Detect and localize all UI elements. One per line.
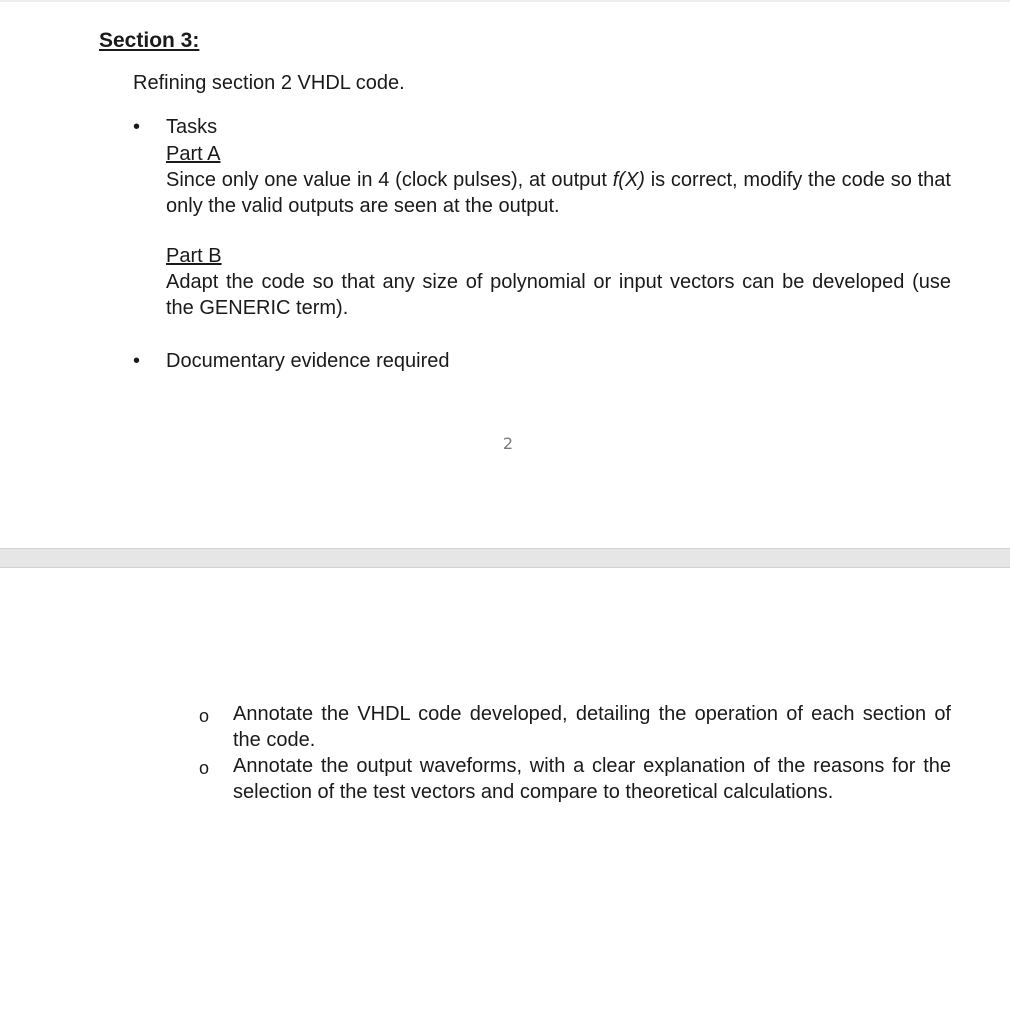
sub-bullet-icon: o <box>199 706 210 726</box>
annotate-waveforms-item: Annotate the output waveforms, with a clear explanation of the reasons for the selection of the test vectors and compare to theoretical calculations. <box>233 755 951 803</box>
bullet-icon: • <box>133 116 141 138</box>
part-b-heading: Part B <box>166 245 222 267</box>
page-gap <box>0 548 1010 568</box>
section-heading: Section 3: <box>99 29 200 52</box>
bullet-icon: • <box>133 350 141 372</box>
documentary-evidence-label: Documentary evidence required <box>166 350 450 372</box>
part-a-heading: Part A <box>166 143 221 165</box>
function-notation: f(X) <box>612 169 645 191</box>
sub-bullet-icon: o <box>199 758 210 778</box>
page-top-border <box>0 0 1010 2</box>
part-b-text: Adapt the code so that any size of polynomial or input vectors can be developed (use the GENERIC term). <box>166 271 951 319</box>
tasks-label: Tasks <box>166 116 218 138</box>
intro-text: Refining section 2 VHDL code. <box>133 72 405 94</box>
document-page-2 <box>0 568 1010 1024</box>
annotate-code-item: Annotate the VHDL code developed, detailing the operation of each section of the code. <box>233 703 951 751</box>
part-a-text: Since only one value in 4 (clock pulses), at output f(X) is correct, modify the code so that only the valid outputs are seen at the output. <box>166 169 951 217</box>
page-number: 2 <box>502 434 514 453</box>
